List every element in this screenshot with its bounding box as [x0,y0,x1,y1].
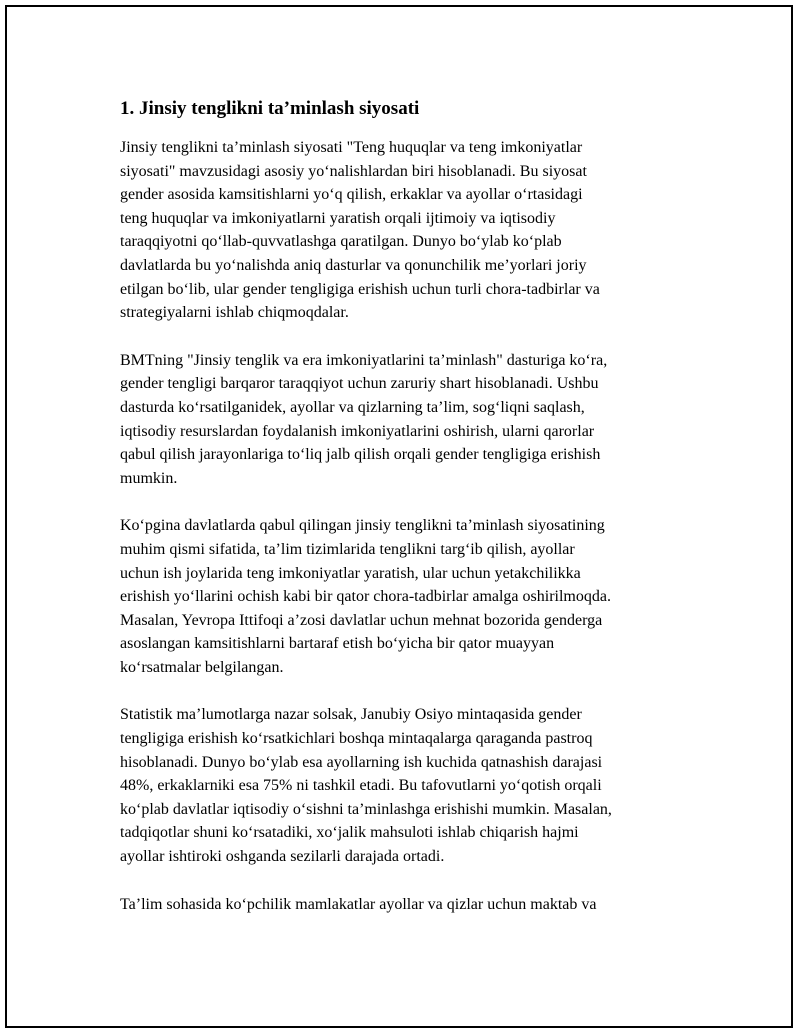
paragraph-line: Jinsiy tenglikni ta’minlash siyosati "Teng huquqlar va teng imkoniyatlar [120,139,583,156]
paragraph-line: dasturda ko‘rsatilganidek, ayollar va qizlarning ta’lim, sog‘liqni saqlash, [120,398,585,416]
paragraph-line: iqtisodiy resurslardan foydalanish imkoniyatlarini oshirish, ularni qarorlar [120,422,595,440]
paragraph-line: asoslangan kamsitishlarni bartaraf etish bo‘yicha bir qator muayyan [120,635,555,653]
document-page [5,5,793,1028]
paragraph-line: Masalan, Yevropa Ittifoqi a’zosi davlatlar uchun mehnat bozorida genderga [120,611,603,629]
paragraph-line: 48%, erkaklarniki esa 75% ni tashkil etadi. Bu tafovutlarni yo‘qotish orqali [120,777,602,795]
paragraph-line: Statistik ma’lumotlarga nazar solsak, Janubiy Osiyo mintaqasida gender [120,706,582,724]
paragraph-line: ko‘rsatmalar belgilangan. [120,658,284,676]
paragraph-line: gender tengligi barqaror taraqqiyot uchun zaruriy shart hisoblanadi. Ushbu [120,375,599,393]
paragraph-line: Ko‘pgina davlatlarda qabul qilingan jinsiy tenglikni ta’minlash siyosatining [120,517,605,535]
paragraph-line: davlatlarda bu yo‘nalishda aniq dasturlar va qonunchilik me’yorlari joriy [120,256,587,274]
paragraph-line: ko‘plab davlatlar iqtisodiy o‘sishni ta’minlashga erishishi mumkin. Masalan, [120,800,612,818]
paragraph-line: BMTning "Jinsiy tenglik va era imkoniyatlarini ta’minlash" dasturiga ko‘ra, [120,351,608,369]
paragraph-line: taraqqiyotni qo‘llab-quvvatlashga qaratilgan. Dunyo bo‘ylab ko‘plab [120,233,562,251]
paragraph-line: Ta’lim sohasida ko‘pchilik mamlakatlar ayollar va qizlar uchun maktab va [120,895,597,913]
paragraph-line: tengligiga erishish ko‘rsatkichlari boshqa mintaqalarga qaraganda pastroq [120,730,593,748]
paragraph-line: siyosati" mavzusidagi asosiy yo‘nalishlardan biri hisoblanadi. Bu siyosat [120,162,587,180]
body-paragraph [120,703,700,868]
paragraph-line: mumkin. [120,469,178,487]
paragraph-line: tadqiqotlar shuni ko‘rsatadiki, xo‘jalik mahsuloti ishlab chiqarish hajmi [120,824,579,842]
body-paragraph [120,136,700,325]
body-paragraph [120,349,700,491]
paragraph-line: teng huquqlar va imkoniyatlarni yaratish orqali ijtimoiy va iqtisodiy [120,209,556,227]
paragraph-line: uchun ish joylarida teng imkoniyatlar yaratish, ular uchun yetakchilikka [120,564,581,582]
paragraph-line: ayollar ishtiroki oshganda sezilarli darajada ortadi. [120,848,445,866]
paragraph-list [120,136,700,916]
paragraph-line: muhim qismi sifatida, ta’lim tizimlarida tenglikni targ‘ib qilish, ayollar [120,540,575,558]
paragraph-line: gender asosida kamsitishlarni yo‘q qilish, erkaklar va ayollar o‘rtasidagi [120,186,583,204]
paragraph-line: strategiyalarni ishlab chiqmoqdalar. [120,304,349,322]
body-paragraph [120,893,700,917]
paragraph-line: hisoblanadi. Dunyo bo‘ylab esa ayollarning ish kuchida qatnashish darajasi [120,753,603,771]
paragraph-line: erishish yo‘llarini ochish kabi bir qator chora-tadbirlar amalga oshirilmoqda. [120,588,611,606]
paragraph-line: etilgan bo‘lib, ular gender tengligiga erishish uchun turli chora-tadbirlar va [120,280,600,298]
paragraph-line: qabul qilish jarayonlariga to‘liq jalb qilish orqali gender tengligiga erishish [120,446,601,464]
document-body [120,97,700,940]
body-paragraph [120,514,700,679]
section-heading: 1. Jinsiy tenglikni ta’minlash siyosati [120,98,420,119]
